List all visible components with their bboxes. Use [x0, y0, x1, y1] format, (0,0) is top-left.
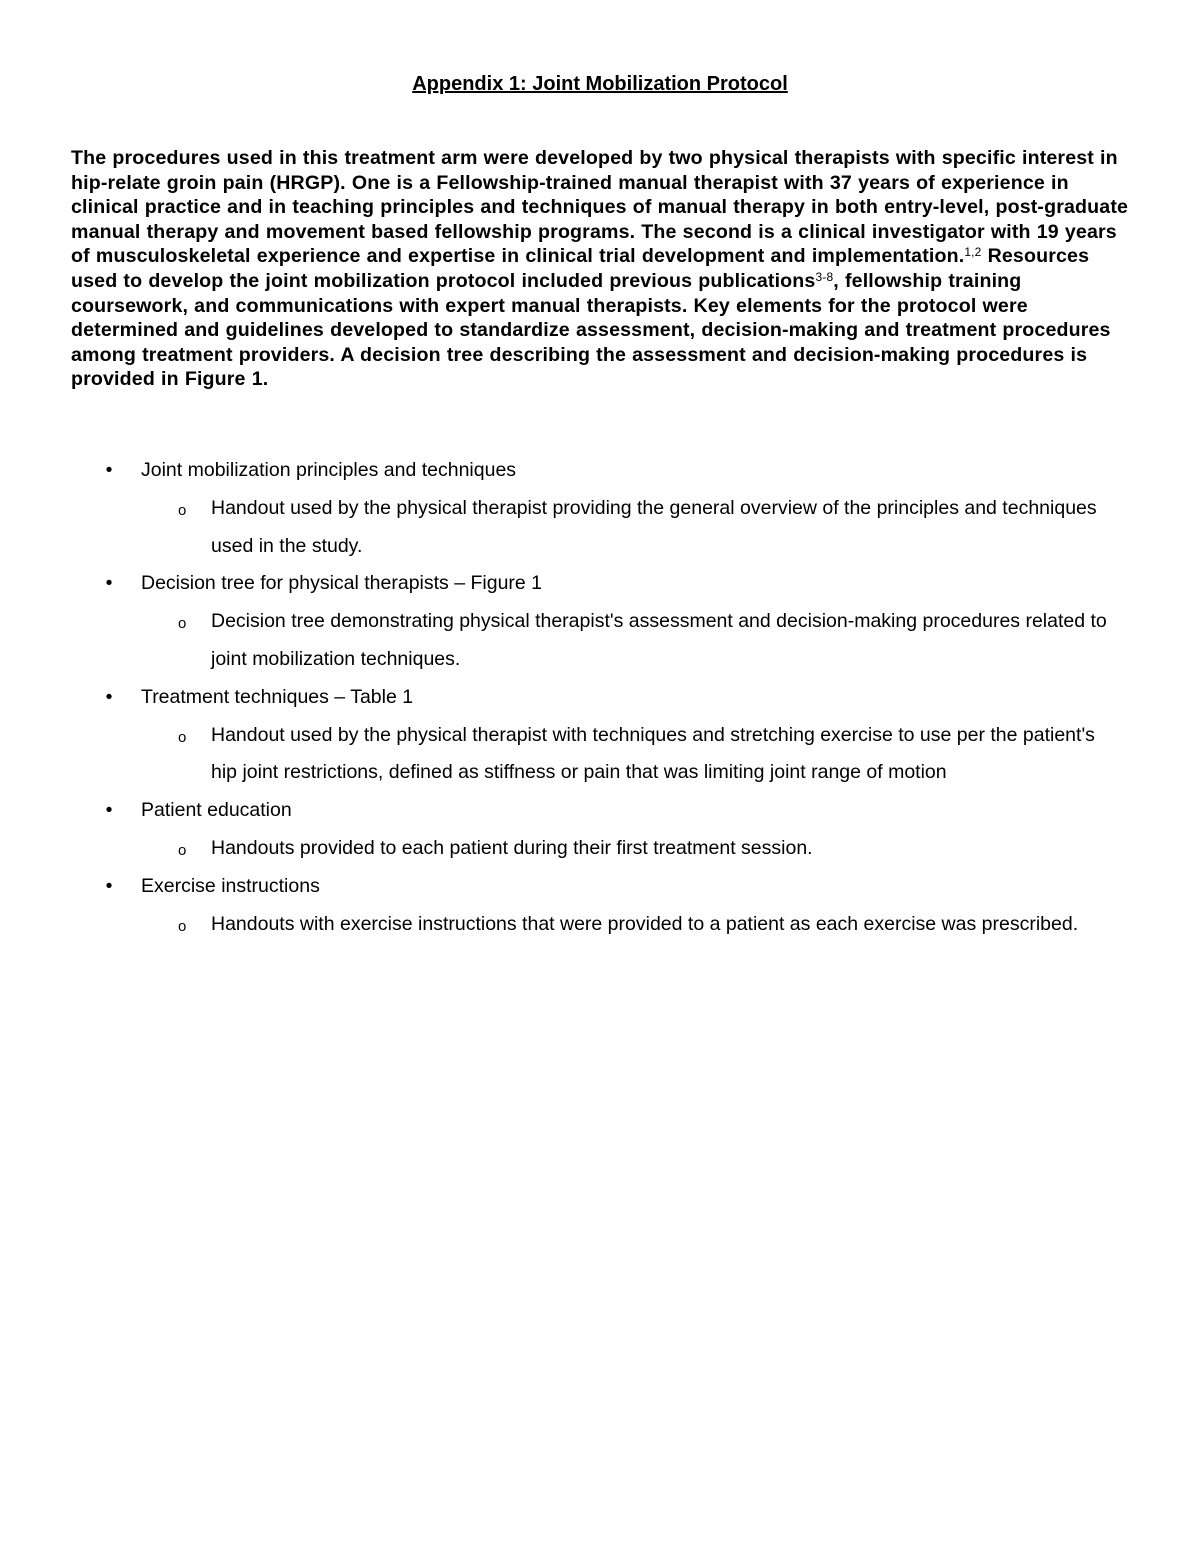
list-item	[0, 452, 1200, 565]
list-item-label: Decision tree for physical therapists – Figure 1	[141, 572, 543, 595]
page-title: Appendix 1: Joint Mobilization Protocol	[412, 73, 788, 95]
bullet-icon: •	[105, 874, 113, 897]
sub-bullet-icon: o	[178, 917, 187, 935]
sub-list	[141, 906, 1200, 944]
sub-bullet-icon: o	[178, 501, 187, 519]
bullet-icon: •	[105, 572, 113, 595]
list-item	[0, 679, 1200, 792]
sub-list-item-text: Handout used by the physical therapist providing the general overview of the principles and techniques used in the study.	[211, 496, 1097, 557]
sub-list	[141, 830, 1200, 868]
sub-bullet-icon: o	[178, 615, 187, 633]
sub-list-item-text: Handouts provided to each patient during their first treatment session.	[211, 836, 813, 859]
sub-list-item	[141, 490, 1121, 566]
sub-list-item	[141, 717, 1121, 793]
intro-text-part3: , fellowship training coursework, and communications with expert manual therapists. Key elements for the protocol were determined and guidelines developed to standardize assessment, decision-making and treatment procedures among treatment providers. A decision tree describing the assessment and decision-making procedures is provided in Figure 1.	[71, 269, 1111, 391]
list-item-label: Treatment techniques – Table 1	[141, 685, 414, 708]
list-item	[0, 868, 1200, 944]
sub-bullet-icon: o	[178, 728, 187, 746]
sub-list-item	[141, 830, 1121, 868]
bullet-icon: •	[105, 459, 113, 481]
bullet-icon: •	[105, 685, 113, 708]
sub-list-item	[141, 906, 1121, 944]
intro-paragraph	[71, 146, 1133, 392]
sub-list	[141, 717, 1200, 793]
bullet-icon: •	[105, 799, 113, 822]
resource-list	[0, 452, 1200, 943]
intro-text-part2: Resources used to develop the joint mobilization protocol included previous publications	[71, 245, 1090, 292]
sub-list	[141, 490, 1200, 566]
sub-list-item-text: Handouts with exercise instructions that were provided to a patient as each exercise was prescribed.	[211, 912, 1079, 935]
sub-list	[141, 603, 1200, 679]
list-item-label: Joint mobilization principles and techniques	[141, 459, 517, 481]
sub-list-item-text: Handout used by the physical therapist with techniques and stretching exercise to use per the patient's hip joint restrictions, defined as stiffness or pain that was limiting joint range of motion	[211, 723, 1095, 784]
list-item-label: Patient education	[141, 799, 292, 822]
citation-ref: 3-8	[815, 269, 834, 284]
sub-bullet-icon: o	[178, 841, 187, 859]
sub-list-item-text: Decision tree demonstrating physical therapist's assessment and decision-making procedures related to joint mobilization techniques.	[211, 610, 1107, 670]
citation-ref: 1,2	[964, 245, 982, 260]
list-item	[0, 792, 1200, 868]
list-item-label: Exercise instructions	[141, 874, 320, 897]
intro-text-part1: The procedures used in this treatment arm were developed by two physical therapists with specific interest in hip-relate groin pain (HRGP). One is a Fellowship-trained manual therapist with 37 years of experience in clinical practice and in teaching principles and techniques of manual therapy in both entry-level, post-graduate manual therapy and movement based fellowship programs. The second is a clinical investigator with 19 years of musculoskeletal experience and expertise in clinical trial development and implementation.	[71, 147, 1129, 268]
list-item	[0, 565, 1200, 678]
sub-list-item	[141, 603, 1121, 679]
